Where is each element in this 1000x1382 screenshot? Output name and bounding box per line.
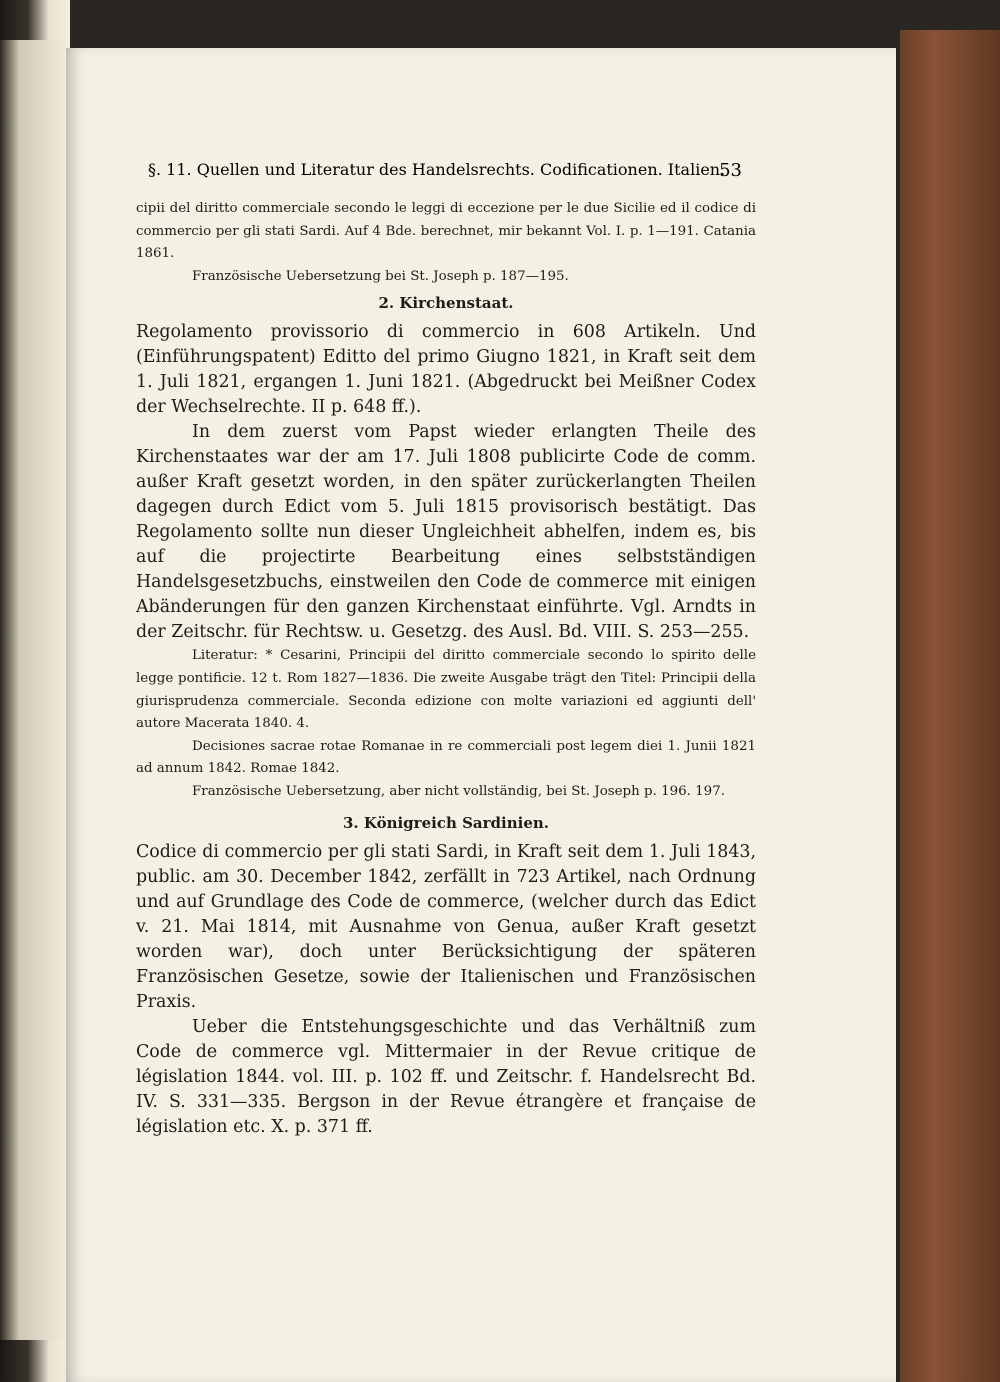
translation-note: Französische Uebersetzung bei St. Joseph p. 187—195. xyxy=(192,268,569,284)
paragraph-regolamento: Regolamento provissorio di commercio in 608 Artikeln. Und (Einführungspatent) Editto del primo Giugno 1821, in Kraft seit dem 1. Juli 1821, ergangen 1. Juni 1821. (Abgedruckt bei Meißner Codex der Wechselrechte. II p. 648 ff.). xyxy=(136,322,756,418)
section-heading-sardinien: 3. Königreich Sardinien. xyxy=(342,813,549,832)
paragraph-history: In dem zuerst vom Papst wieder erlangten Theile des Kirchenstaates war der am 17. Juli 1808 publicirte Code de comm. außer Kraft gesetzt worden, in den später zurückerlangten Theilen dagegen durch Edict vom 5. Juli 1815 provisorisch bestätigt. Das Regolamento sollte nun dieser Ungleichheit abhelfen, indem es, bis auf die projectirte Bearbeitung eines selbstständigen Handelsgesetzbuchs, einstweilen den Code de commerce mit einigen Abänderungen für den ganzen Kirchenstaat einführte. Vgl. Arndts in der Zeitschr. für Rechtsw. u. Gesetzg. des Ausl. Bd. VIII. S. 253—255. xyxy=(136,422,756,643)
page-number: 53 xyxy=(719,160,742,181)
running-header xyxy=(148,160,742,190)
section-heading-kirchenstaat: 2. Kirchenstaat. xyxy=(378,294,514,313)
paragraph-codice: Codice di commercio per gli stati Sardi, in Kraft seit dem 1. Juli 1843, public. am 30. December 1842, zerfällt in 723 Artikel, nach Ordnung und auf Grundlage des Code de commerce, (welcher durch das Edict v. 21. Mai 1814, mit Ausnahme von Genua, außer Kraft gesetzt worden war), doch unter Berücksichtigung der späteren Französischen Gesetze, sowie der Italienischen und Französischen Praxis. xyxy=(136,841,756,1012)
literature-cesarini: Literatur: * Cesarini, Principii del diritto commerciale secondo lo spirito delle legge pontificie. 12 t. Rom 1827—1836. Die zweite Ausgabe trägt den Titel: Principii della giurisprudenza commerciale. Seconda edizione con molte variazioni ed aggiunti dell' autore Macerata 1840. 4. xyxy=(136,648,756,732)
page-content xyxy=(136,198,756,1140)
literature-translation: Französische Uebersetzung, aber nicht vollständig, bei St. Joseph p. 196. 197. xyxy=(192,783,725,799)
book-cover-edge xyxy=(900,30,1000,1382)
literature-decisiones: Decisiones sacrae rotae Romanae in re commerciali post legem diei 1. Junii 1821 ad annum 1842. Romae 1842. xyxy=(136,738,756,777)
footnote-continuation: cipii del diritto commerciale secondo le leggi di eccezione per le due Sicilie ed il codice di commercio per gli stati Sardi. Auf 4 Bde. berechnet, mir bekannt Vol. I. p. 1—191. Catania 1861. xyxy=(136,201,756,262)
facing-page-edge xyxy=(0,40,64,1340)
running-header-title: §. 11. Quellen und Literatur des Handelsrechts. Codificationen. Italien. xyxy=(148,160,726,179)
paragraph-entstehung: Ueber die Entstehungsgeschichte und das Verhältniß zum Code de commerce vgl. Mittermaier in der Revue critique de législation 1844. vol. III. p. 102 ff. und Zeitschr. f. Handelsrecht Bd. IV. S. 331—335. Bergson in der Revue étrangère et française de législation etc. X. p. 371 ff. xyxy=(136,1016,756,1137)
